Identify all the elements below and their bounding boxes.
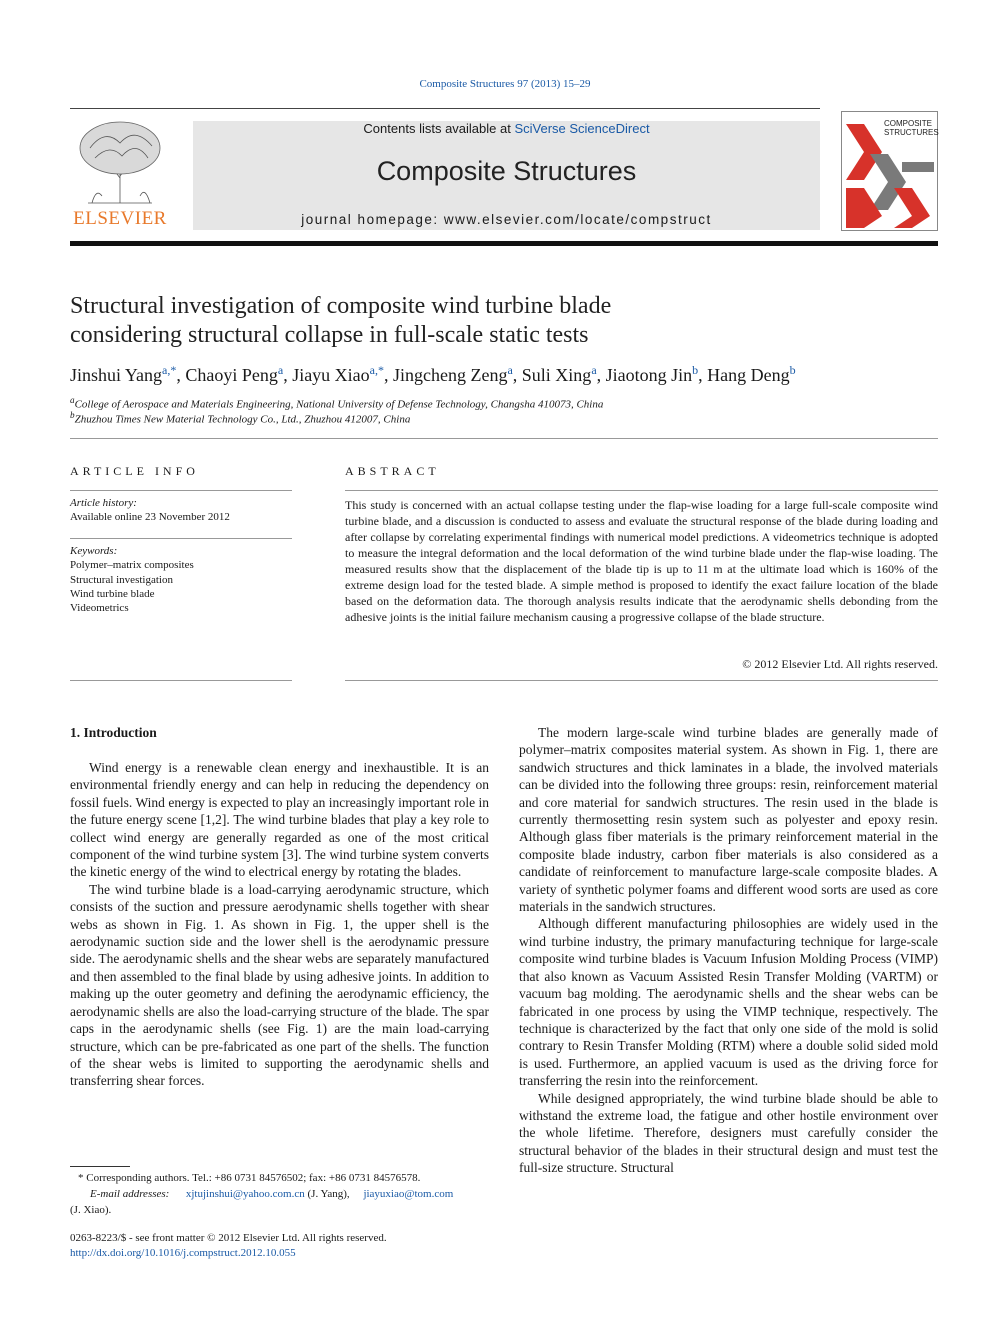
info-rule	[70, 490, 292, 491]
author: Suli Xing	[521, 365, 592, 385]
affiliation-a: $^a$College of Aerospace and Materials Engineering, National University of Defense Technology, Changsha 410073, China	[70, 395, 604, 411]
author: Jingcheng Zeng	[393, 365, 508, 385]
abstract-rule-bottom	[345, 680, 938, 681]
sciencedirect-link[interactable]: SciVerse ScienceDirect	[514, 121, 650, 136]
email-link[interactable]: xjtujinshui@yahoo.com.cn	[185, 1188, 305, 1200]
paragraph: Wind energy is a renewable clean energy and inexhaustible. It is an environmental friendly energy and can help in reducing the dependency on fossil fuels. Wind energy is expected to play an increasingly important role in the future energy scene [1,2]. The wind turbine blades that play a key role to collect wind energy are generally regarded as one of the most critical component of the wind turbine system [3]. The wind turbine system converts the kinetic energy of the wind to electrical energy by rotating the blades.	[70, 760, 489, 880]
cover-title: COMPOSITE STRUCTURES	[884, 119, 939, 137]
journal-homepage: journal homepage: www.elsevier.com/locate/compstruct	[301, 212, 712, 227]
author: Jinshui Yang	[70, 365, 163, 385]
author-sup[interactable]: a	[507, 363, 513, 377]
corresponding-footnote: * Corresponding authors. Tel.: +86 0731 84576502; fax: +86 0731 84576578. E-mail addresses: xjtujinshui@yahoo.com.cn (J. Yang), jiayuxiao@tom.com	[78, 1172, 454, 1200]
journal-reference[interactable]: Composite Structures 97 (2013) 15–29	[419, 78, 591, 90]
article-title: Structural investigation of composite wind turbine blade considering structural collapse in full-scale static tests	[70, 293, 612, 348]
author-sup[interactable]: b	[692, 363, 699, 377]
email-link[interactable]: jiayuxiao@tom.com	[363, 1188, 454, 1200]
header-thick-rule	[70, 241, 938, 246]
info-rule	[70, 538, 292, 539]
info-rule-bottom	[70, 680, 292, 681]
paragraph: Although different manufacturing philosophies are widely used in the wind turbine industry, the primary manufacturing technique for large-scale composite wind turbine blades is Vacuum Infusion Molding Process (VIMP) that also known as Vacuum Assisted Resin Transfer Molding (VARTM) or vacuum bag molding. The aerodynamic shells and the shear webs can be fabricated in one process by using the VIMP technique, respectively. The technique is characterized by the fact that only one side of the mold is solid contrary to Resin Transfer Molding (RTM) where a double solid sided mold is used. Furthermore, an applied vacuum is used as the driving force for transferring the resin into the reinforcement.	[519, 916, 938, 1089]
homepage-link[interactable]: www.elsevier.com/locate/compstruct	[443, 212, 712, 227]
keyword: Structural investigation	[70, 573, 173, 586]
doi-link[interactable]: http://dx.doi.org/10.1016/j.compstruct.2012.10.055	[70, 1247, 296, 1259]
copyright: © 2012 Elsevier Ltd. All rights reserved.	[742, 657, 938, 671]
keyword: Videometrics	[70, 602, 129, 615]
affiliation-rule	[70, 438, 938, 439]
keyword: Polymer–matrix composites	[70, 559, 194, 572]
author-sup[interactable]: b	[789, 363, 796, 377]
abstract-text: This study is concerned with an actual collapse testing under the flap-wise loading for a large full-scale composite wind turbine blade, and a discussion is conducted to assess and evaluate the structural response of the blade during loading and after collapse by correlating experimental findings with numerical model predictions. A videometrics technique is adopted to measure the integral deformation and the local deformation of the wind turbine blade under the flap-wise loading. The measured results show that the displacement of the blade tip is up to 11 m at the ultimate load which is 160% of the extreme design load for the tested blade. A simple method is proposed to identify the exact failure location of the blade based on the deformation data. The thorough analysis results indicate that the aerodynamic shells debonding from the adhesive joints is the initial failure mechanism causing a progressive collapse of the blade structure.	[345, 498, 938, 624]
right-column	[519, 724, 938, 1177]
contents-line: Contents lists available at SciVerse ScienceDirect	[363, 121, 650, 136]
keyword: Wind turbine blade	[70, 587, 155, 600]
paragraph: The wind turbine blade is a load-carrying aerodynamic structure, which consists of the suction and pressure aerodynamic shells together with shear webs as shown in Fig. 1. As shown in Fig. 1, the upper shell is the aerodynamic suction side and the lower shell is the aerodynamic pressure side. The aerodynamic shells and the shear webs are separately manufactured and then assembled to the final blade by using adhesive joints. In addition to making up the outer geometry and defining the aerodynamic efficiency, the aerodynamic shells are also the load-carrying structure of the blade. The spar caps in the aerodynamic shells (see Fig. 1) are the main load-carrying structure, which can be pre-fabricated as one part of the shells. The function of the shear webs is limited to supporting the aerodynamic shells and transferring shear forces.	[70, 881, 489, 1089]
footnote-rule	[70, 1166, 130, 1167]
section-heading-introduction: 1. Introduction	[70, 725, 157, 740]
issn-line: 0263-8223/$ - see front matter © 2012 Elsevier Ltd. All rights reserved.	[70, 1232, 387, 1244]
article-history: Article history: Available online 23 November 2012	[70, 497, 230, 524]
paragraph: The modern large-scale wind turbine blades are generally made of polymer–matrix composites material system. As shown in Fig. 1, there are sandwich structures and thick laminates in a blade, the involved materials can be divided into the following three groups: resin, reinforcement material and core material for sandwich structures. The resin used in the blade is currently thermosetting resin system such as polyester and epoxy resin. Although glass fiber materials is the primary reinforcement material in the composite blade industry, carbon fiber materials is also considered as a candidate of reinforcement to manufacture large-scale composite blades. A variety of synthetic polymer foams and different wood sorts are used as core materials in the sandwich structures.	[519, 725, 938, 915]
author-sup[interactable]: a,*	[369, 363, 384, 377]
left-column	[70, 759, 489, 1090]
author-sup[interactable]: a	[277, 363, 284, 377]
keywords: Keywords: Polymer–matrix composites Structural investigation Wind turbine blade Videometrics	[70, 544, 292, 615]
header-rule	[70, 108, 820, 109]
author-sup[interactable]: a	[591, 363, 597, 377]
author-sup[interactable]: a,*	[162, 363, 177, 377]
author-list: Jinshui Yang$^{a,*}$, Chaoyi Peng$^a$, Jiayu Xiao$^{a,*}$, Jingcheng Zeng$^a$, Suli Xing$^a$, Jiaotong Jin$^b$, Hang Deng$^b$	[70, 363, 796, 385]
affiliation-b: $^b$Zhuzhou Times New Material Technology Co., Ltd., Zhuzhou 412007, China	[70, 410, 411, 426]
author: Hang Deng	[707, 365, 790, 385]
paragraph: While designed appropriately, the wind turbine blade should be able to withstand the extreme load, the fatigue and other hostile environment over the whole lifetime. Therefore, designers must carefully consider the structural behavior of the blades in their structural design and must test the full-size structure. Structural	[519, 1090, 938, 1176]
elsevier-wordmark[interactable]: ELSEVIER	[73, 208, 167, 229]
abstract-rule	[345, 490, 938, 491]
email-owner: (J. Xiao).	[70, 1204, 112, 1216]
abstract-heading: ABSTRACT	[345, 464, 440, 478]
author: Jiaotong Jin	[605, 365, 693, 385]
journal-title: Composite Structures	[376, 156, 637, 186]
author: Jiayu Xiao	[292, 365, 370, 385]
article-info-heading: ARTICLE INFO	[70, 464, 199, 478]
author: Chaoyi Peng	[185, 365, 278, 385]
